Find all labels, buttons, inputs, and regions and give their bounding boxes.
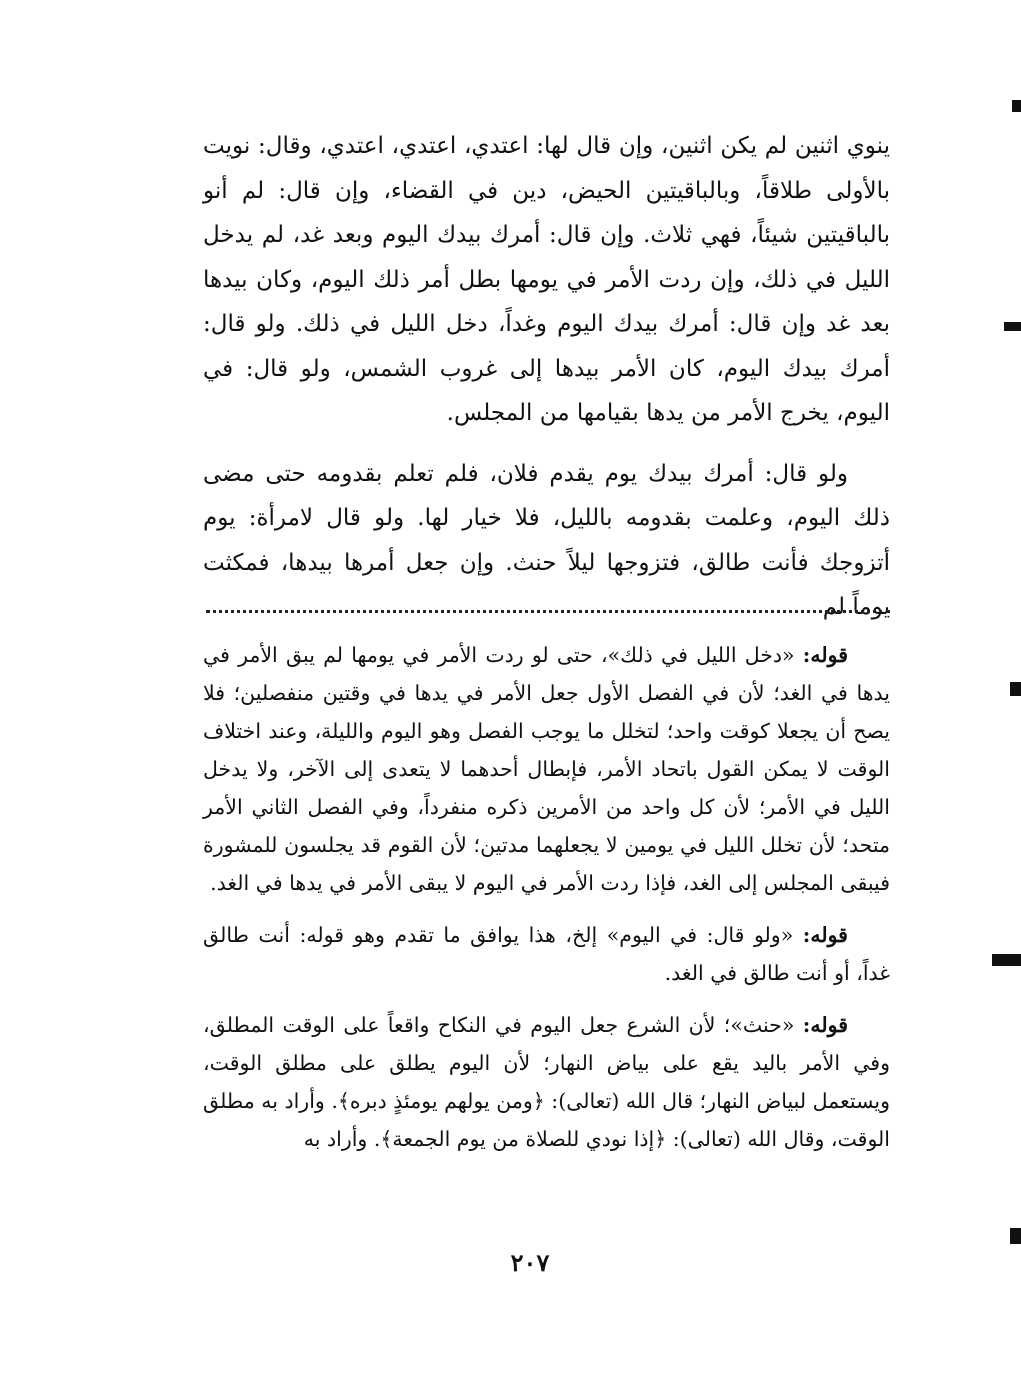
commentary-paragraph-2 bbox=[203, 916, 890, 992]
commentary-text: «دخل الليل في ذلك»، حتى لو ردت الأمر في يومها لم يبق الأمر في يدها في الغد؛ لأن في الفصل الأول جعل الأمر في يدها في وقتين منفصلين؛ فلا يصح أن يجعلا كوقت واحد؛ لتخلل ما يوجب الفصل وهو اليوم والليلة، وعند اختلاف الوقت لا يمكن القول باتحاد الأمر، فإبطال أحدهما لا يتعدى إلى الآخر، ولا يدخل الليل في الأمر؛ لأن كل واحد من الأمرين ذكره منفرداً، وفي الفصل الثاني الأمر متحد؛ لأن تخلل الليل في يومين لا يجعلهما مدتين؛ لأن القوم قد يجلسون للمشورة فيبقى المجلس إلى الغد، فإذا ردت الأمر في اليوم لا يبقى الأمر في يدها في الغد. bbox=[203, 643, 890, 895]
page-number: ٢٠٧ bbox=[510, 1248, 550, 1277]
footnote-separator bbox=[206, 610, 890, 613]
scan-mark bbox=[1012, 100, 1021, 112]
commentary-text: «حنث»؛ لأن الشرع جعل اليوم في النكاح واقعاً على الوقت المطلق، وفي الأمر باليد يقع على بياض النهار؛ لأن اليوم يطلق على مطلق الوقت، ويستعمل لبياض النهار؛ قال الله (تعالى): ﴿ومن يولهم يومئذٍ دبره﴾. وأراد به مطلق الوقت، وقال الله (تعالى): ﴿إذا نودي للصلاة من يوم الجمعة﴾. وأراد به bbox=[203, 1013, 890, 1151]
main-paragraph-1: ينوي اثنين لم يكن اثنين، وإن قال لها: اعتدي، اعتدي، اعتدي، وقال: نويت بالأولى طلاقاً، وبالباقيتين الحيض، دين في القضاء، وإن قال: لم أنو بالباقيتين شيئاً، فهي ثلاث. وإن قال: أمرك بيدك اليوم وبعد غد، لم يدخل الليل في ذلك، وإن ردت الأمر في يومها بطل أمر ذلك اليوم، وكان بيدها بعد غد وإن قال: أمرك بيدك اليوم وغداً، دخل الليل في ذلك. ولو قال: أمرك بيدك اليوم، كان الأمر بيدها إلى غروب الشمس، ولو قال: في اليوم، يخرج الأمر من يدها بقيامها من المجلس. bbox=[203, 133, 890, 426]
scan-mark bbox=[1010, 682, 1021, 696]
commentary-text: «ولو قال: في اليوم» إلخ، هذا يوافق ما تقدم وهو قوله: أنت طالق غداً، أو أنت طالق في الغد. bbox=[203, 923, 890, 985]
scan-mark bbox=[1010, 1228, 1021, 1244]
main-text bbox=[203, 124, 890, 630]
scan-mark bbox=[1004, 322, 1021, 331]
scan-mark bbox=[992, 954, 1021, 966]
main-paragraph-2: ولو قال: أمرك بيدك يوم يقدم فلان، فلم تعلم بقدومه حتى مضى ذلك اليوم، وعلمت بقدومه بالليل، فلا خيار لها. ولو قال لامرأة: يوم أتزوجك فأنت طالق، فتزوجها ليلاً حنث. وإن جعل أمرها بيدها، فمكثت يوماً لم bbox=[203, 460, 890, 620]
commentary-lead: قوله: bbox=[802, 1013, 848, 1037]
commentary-lead: قوله: bbox=[802, 923, 848, 947]
commentary-section bbox=[203, 636, 890, 1158]
commentary-paragraph-3 bbox=[203, 1006, 890, 1158]
commentary-paragraph-1 bbox=[203, 636, 890, 902]
commentary-lead: قوله: bbox=[802, 643, 848, 667]
